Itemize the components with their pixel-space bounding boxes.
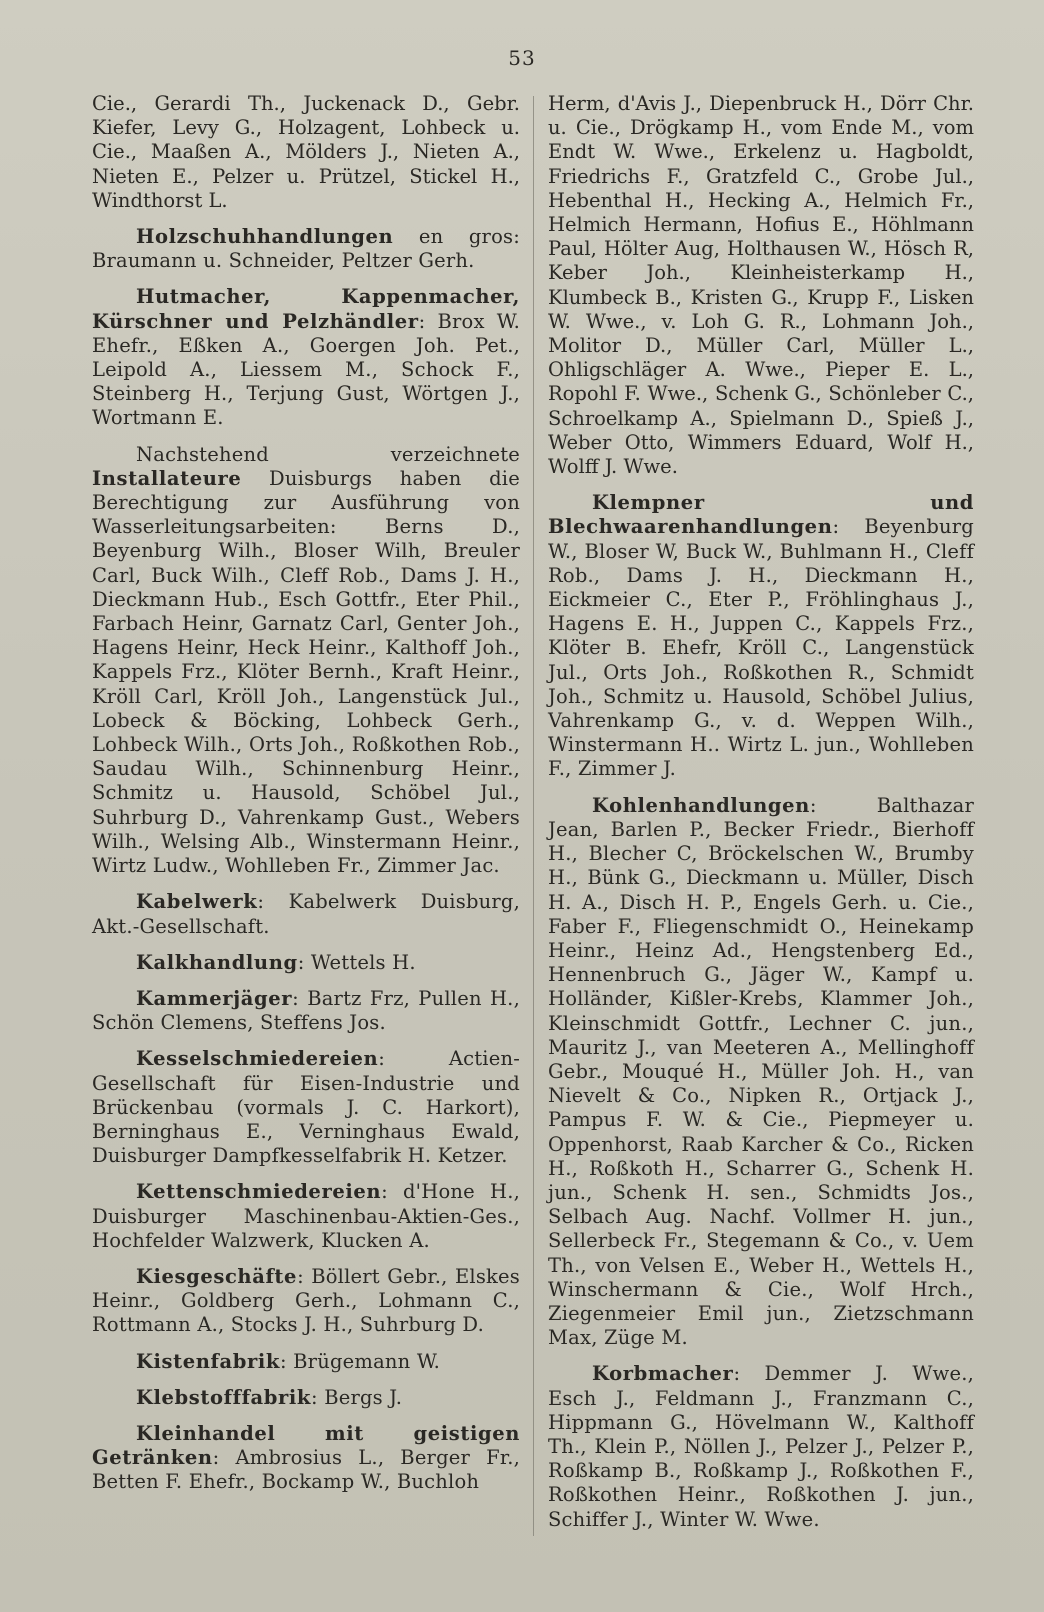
right-continuation: Herm, d'Avis J., Diepenbruck H., Dörr Chr. u. Cie., Drögkamp H., vom Ende M., vom Endt W. Wwe., Erkelenz u. Hagboldt, Friedrichs F., Gratzfeld C., Grobe Jul., Hebenthal H., Hecking A., Helmich Fr., Helmich Hermann, Hofius E., Höhlmann Paul, Hölter Aug, Holthausen W., Hösch R, Keber Joh., Kleinheisterkamp H., Klumbeck B., Kristen G., Krupp F., Lisken W. Wwe., v. Loh G. R., Lohmann Joh., Molitor D., Müller Carl, Müller L., Ohligschläger A. Wwe., Pieper E. L., Ropohl F. Wwe., Schenk G., Schönleber C., Schroelkamp A., Spielmann D., Spieß J., Weber Otto, Wimmers Eduard, Wolf H., Wolff J. Wwe.: [548, 92, 974, 479]
entry-pretext: Nachstehend verzeichnete: [136, 442, 520, 466]
entry-heading: Hutmacher, Kappenmacher, Kürschner und Pelzhändler: [92, 285, 520, 333]
entry-kiesgeschaefte: [92, 1265, 520, 1338]
entry-text: : d'Hone H., Duisburger Maschinenbau-Aktien-Ges., Hochfelder Walzwerk, Klucken A.: [92, 1180, 520, 1252]
left-column: [92, 92, 520, 1507]
entry-text: : Demmer J. Wwe., Esch J., Feldmann J., Franzmann C., Hippmann G., Hövelmann W., Kalthoff Th., Klein P., Nöllen J., Pelzer J., Pelzer P., Roßkamp B., Roßkamp J., Roßkothen F., Roßkothen Heinr., Roßkothen J. jun., Schiffer J., Winter W. Wwe.: [548, 1362, 974, 1531]
entry-holzschuhhandlungen: [92, 225, 520, 273]
entry-text: : Bartz Frz, Pullen H., Schön Clemens, Steffens Jos.: [92, 986, 520, 1035]
entry-text: : Böllert Gebr., Elskes Heinr., Goldberg Gerh., Lohmann C., Rottmann A., Stocks J. H., Suhrburg D.: [92, 1264, 520, 1337]
entry-heading: Kabelwerk: [136, 890, 258, 914]
entry-kistenfabrik: [92, 1350, 520, 1374]
entry-heading: Klempner und Blechwaarenhandlungen: [548, 491, 974, 539]
entry-text: : Beyenburg W., Bloser W, Buck W., Buhlmann H., Cleff Rob., Dams J. H., Dieckmann H., Eickmeier C., Eter P., Fröhlinghaus J., Hagens E. H., Juppen C., Kappels Frz., Klöter B. Ehefr, Kröll C., Langenstück Jul., Orts Joh., Roßkothen R., Schmidt Joh., Schmitz u. Hausold, Schöbel Julius, Vahrenkamp G., v. d. Weppen Wilh., Winstermann H.. Wirtz L. jun., Wohlleben F., Zimmer J.: [548, 515, 974, 781]
entry-korbmacher: [548, 1362, 974, 1531]
entry-text: : Kabelwerk Duisburg, Akt.-Gesellschaft.: [92, 890, 520, 938]
entry-heading: Kistenfabrik: [136, 1349, 280, 1373]
entry-text: en gros: Braumann u. Schneider, Peltzer Gerh.: [92, 225, 520, 273]
entry-kettenschmiedereien: [92, 1180, 520, 1253]
entry-heading: Kleinhandel mit geistigen Getränken: [92, 1421, 520, 1470]
entry-heading: Holzschuhhandlungen: [136, 225, 394, 249]
entry-klempner: [548, 491, 974, 781]
left-continuation: Cie., Gerardi Th., Juckenack D., Gebr. Kiefer, Levy G., Holzagent, Lohbeck u. Cie., Maaßen A., Mölders J., Nieten A., Nieten E., Pelzer u. Prützel, Stickel H., Windthorst L.: [92, 92, 520, 212]
entry-text: : Brügemann W.: [279, 1349, 441, 1373]
entry-text: : Ambrosius L., Berger Fr., Betten F. Ehefr., Bockamp W., Buchloh: [92, 1446, 520, 1494]
entry-heading: Klebstofffabrik: [136, 1385, 312, 1409]
entry-heading: Kammerjäger: [136, 986, 293, 1010]
entry-text: : Wettels H.: [297, 950, 416, 974]
entry-text: : Balthazar Jean, Barlen P., Becker Friedr., Bierhoff H., Blecher C, Bröckelschen W., Brumby H., Bünk G., Dieckmann u. Müller, Disch H. A., Disch H. P., Engels Gerh. u. Cie., Faber F., Fliegenschmidt O., Heinekamp Heinr., Heinz Ad., Hengstenberg Ed., Hennenbruch G., Jäger W., Kampf u. Holländer, Kißler-Krebs, Klammer Joh., Kleinschmidt Gottfr., Lechner C. jun., Mauritz J., van Meeteren A., Mellinghoff Gebr., Mouqué H., Müller Joh. H., van Nievelt & Co., Nipken R., Ortjack J., Pampus F. W. & Cie., Piepmeyer u. Oppenhorst, Raab Karcher & Co., Ricken H., Roßkoth H., Scharrer G., Schenk H. jun., Schenk H. sen., Schmidts Jos., Selbach Aug. Nachf. Vollmer H. jun., Sellerbeck Fr., Stegemann & Co., v. Uem Th., von Velsen E., Weber H., Wettels H., Winschermann & Cie., Wolf Hrch., Ziegenmeier Emil jun., Zietzschmann Max, Züge M.: [548, 793, 974, 1350]
entry-heading: Kiesgeschäfte: [136, 1264, 298, 1288]
entry-text: : Actien-Gesellschaft für Eisen-Industrie und Brückenbau (vormals J. C. Harkort), Berninghaus E., Verninghaus Ewald, Duisburger Dampfkesselfabrik H. Ketzer.: [92, 1047, 520, 1168]
entry-text: Duisburgs haben die Berechtigung zur Ausführung von Wasserleitungsarbeiten: Berns D., Beyenburg Wilh., Bloser Wilh, Breuler Carl, Buck Wilh., Cleff Rob., Dams J. H., Dieckmann Hub., Esch Gottfr., Eter Phil., Farbach Heinr, Garnatz Carl, Genter Joh., Hagens Heinr, Heck Heinr., Kalthoff Joh., Kappels Frz., Klöter Bernh., Kraft Heinr., Kröll Carl, Kröll Joh., Langenstück Jul., Lobeck & Böcking, Lohbeck Gerh., Lohbeck Wilh., Orts Joh., Roßkothen Rob., Saudau Wilh., Schinnenburg Heinr., Schmitz u. Hausold, Schöbel Jul., Suhrburg D., Vahrenkamp Gust., Webers Wilh., Welsing Alb., Winstermann Heinr., Wirtz Ludw., Wohlleben Fr., Zimmer Jac.: [92, 466, 520, 878]
entry-installateure: [92, 443, 520, 879]
entry-kesselschmiedereien: [92, 1047, 520, 1168]
entry-heading: Kesselschmiedereien: [136, 1047, 379, 1071]
entry-kabelwerk: [92, 890, 520, 938]
column-divider: [533, 96, 534, 1536]
entry-heading: Korbmacher: [592, 1362, 734, 1386]
entry-text: : Brox W. Ehefr., Eßken A., Goergen Joh. Pet., Leipold A., Liessem M., Schock F., Steinberg H., Terjung Gust, Wörtgen J., Wortmann E.: [92, 309, 520, 430]
entry-heading: Kalkhandlung: [136, 950, 298, 974]
entry-kleinhandel: [92, 1422, 520, 1495]
entry-heading: Kettenschmiedereien: [136, 1180, 382, 1204]
page-number: 53: [508, 46, 536, 70]
entry-heading: Kohlenhandlungen: [592, 793, 810, 817]
entry-klebstofffabrik: [92, 1386, 520, 1410]
right-column: [548, 92, 974, 1544]
entry-kalkhandlung: [92, 951, 520, 975]
entry-hutmacher: [92, 285, 520, 430]
entry-heading: Installateure: [92, 466, 242, 490]
entry-kohlenhandlungen: [548, 794, 974, 1351]
entry-kammerjaeger: [92, 987, 520, 1035]
entry-text: : Bergs J.: [311, 1385, 403, 1409]
